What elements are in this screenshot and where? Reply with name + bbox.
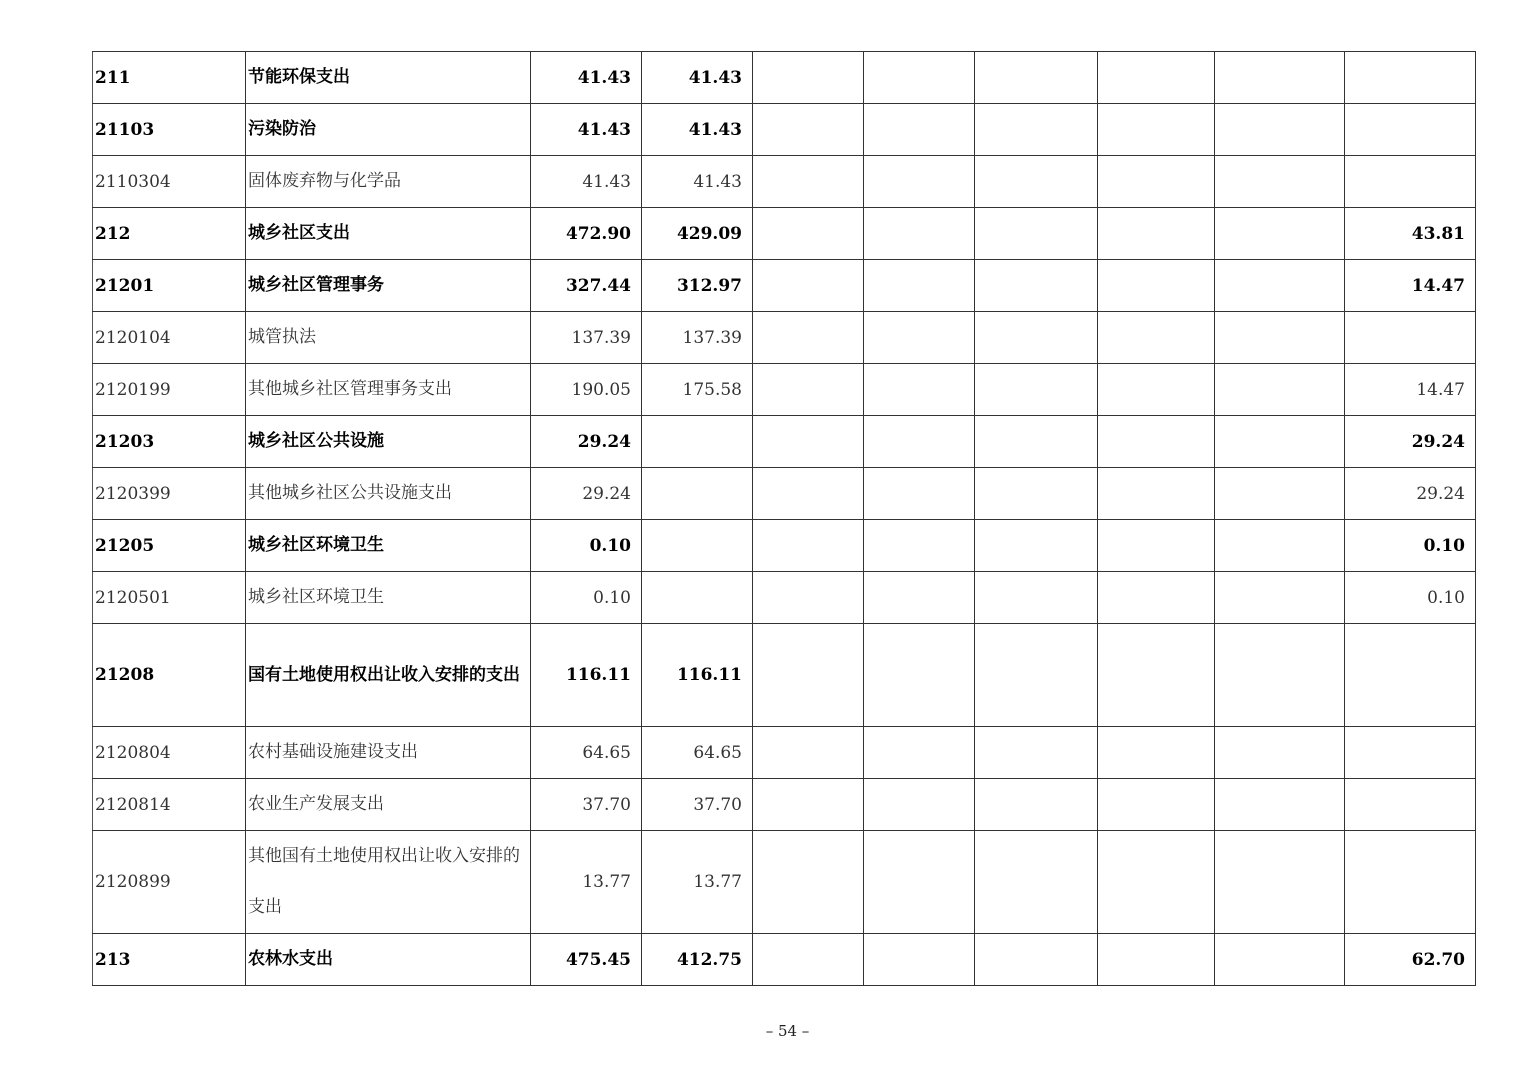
amount-cell-c4 — [864, 779, 975, 831]
amount-cell-c2: 175.58 — [642, 364, 753, 416]
subject-code-cell: 211 — [93, 52, 246, 104]
table-row — [93, 624, 1476, 727]
amount-cell-c8 — [1345, 312, 1476, 364]
subject-name-cell: 城乡社区环境卫生 — [246, 520, 531, 572]
amount-cell-c3 — [753, 468, 864, 520]
amount-cell-c4 — [864, 416, 975, 468]
table-row — [93, 104, 1476, 156]
amount-cell-c4 — [864, 831, 975, 934]
amount-cell-c2 — [642, 572, 753, 624]
table-row — [93, 312, 1476, 364]
amount-cell-c2: 312.97 — [642, 260, 753, 312]
amount-cell-c3 — [753, 520, 864, 572]
amount-cell-c3 — [753, 104, 864, 156]
amount-cell-c8 — [1345, 779, 1476, 831]
amount-cell-c6 — [1098, 468, 1215, 520]
amount-cell-c2: 41.43 — [642, 156, 753, 208]
amount-cell-c2: 13.77 — [642, 831, 753, 934]
subject-name-cell: 其他城乡社区管理事务支出 — [246, 364, 531, 416]
table-row — [93, 779, 1476, 831]
amount-cell-c4 — [864, 934, 975, 986]
amount-cell-c5 — [975, 312, 1098, 364]
amount-cell-c3 — [753, 364, 864, 416]
subject-code-cell: 2120199 — [93, 364, 246, 416]
amount-cell-c4 — [864, 156, 975, 208]
subject-code-cell: 2120399 — [93, 468, 246, 520]
amount-cell-c4 — [864, 260, 975, 312]
amount-cell-c5 — [975, 779, 1098, 831]
amount-cell-c7 — [1215, 312, 1345, 364]
amount-cell-c8: 43.81 — [1345, 208, 1476, 260]
amount-cell-c5 — [975, 208, 1098, 260]
amount-cell-c7 — [1215, 779, 1345, 831]
page-number: – 54 – — [765, 1022, 810, 1040]
amount-cell-c7 — [1215, 260, 1345, 312]
subject-code-cell: 2120104 — [93, 312, 246, 364]
amount-cell-c7 — [1215, 831, 1345, 934]
subject-code-cell: 2120899 — [93, 831, 246, 934]
amount-cell-c2: 412.75 — [642, 934, 753, 986]
table-row — [93, 831, 1476, 934]
amount-cell-c2: 64.65 — [642, 727, 753, 779]
amount-cell-c7 — [1215, 624, 1345, 727]
subject-name-cell: 城乡社区管理事务 — [246, 260, 531, 312]
amount-cell-c5 — [975, 364, 1098, 416]
subject-code-cell: 213 — [93, 934, 246, 986]
amount-cell-c2: 116.11 — [642, 624, 753, 727]
subject-code-cell: 2120804 — [93, 727, 246, 779]
amount-cell-c1: 472.90 — [531, 208, 642, 260]
amount-cell-c6 — [1098, 208, 1215, 260]
table-row — [93, 364, 1476, 416]
subject-name-cell: 其他城乡社区公共设施支出 — [246, 468, 531, 520]
amount-cell-c7 — [1215, 468, 1345, 520]
amount-cell-c7 — [1215, 520, 1345, 572]
amount-cell-c1: 41.43 — [531, 52, 642, 104]
amount-cell-c4 — [864, 468, 975, 520]
amount-cell-c7 — [1215, 208, 1345, 260]
table-row — [93, 52, 1476, 104]
amount-cell-c6 — [1098, 52, 1215, 104]
amount-cell-c3 — [753, 52, 864, 104]
amount-cell-c1: 116.11 — [531, 624, 642, 727]
amount-cell-c3 — [753, 727, 864, 779]
amount-cell-c4 — [864, 208, 975, 260]
amount-cell-c5 — [975, 416, 1098, 468]
amount-cell-c7 — [1215, 156, 1345, 208]
amount-cell-c5 — [975, 104, 1098, 156]
amount-cell-c2 — [642, 416, 753, 468]
amount-cell-c6 — [1098, 727, 1215, 779]
amount-cell-c4 — [864, 364, 975, 416]
amount-cell-c4 — [864, 52, 975, 104]
amount-cell-c6 — [1098, 104, 1215, 156]
amount-cell-c6 — [1098, 260, 1215, 312]
amount-cell-c8: 14.47 — [1345, 260, 1476, 312]
subject-code-cell: 21103 — [93, 104, 246, 156]
amount-cell-c7 — [1215, 364, 1345, 416]
amount-cell-c7 — [1215, 727, 1345, 779]
amount-cell-c8 — [1345, 52, 1476, 104]
table-row — [93, 520, 1476, 572]
subject-name-cell: 农村基础设施建设支出 — [246, 727, 531, 779]
amount-cell-c6 — [1098, 312, 1215, 364]
amount-cell-c8: 29.24 — [1345, 468, 1476, 520]
amount-cell-c8: 0.10 — [1345, 572, 1476, 624]
amount-cell-c1: 475.45 — [531, 934, 642, 986]
amount-cell-c5 — [975, 52, 1098, 104]
amount-cell-c8 — [1345, 624, 1476, 727]
amount-cell-c1: 327.44 — [531, 260, 642, 312]
subject-code-cell: 21201 — [93, 260, 246, 312]
table-body — [93, 52, 1476, 986]
amount-cell-c4 — [864, 104, 975, 156]
amount-cell-c4 — [864, 572, 975, 624]
subject-name-cell: 农业生产发展支出 — [246, 779, 531, 831]
amount-cell-c8 — [1345, 104, 1476, 156]
amount-cell-c2: 37.70 — [642, 779, 753, 831]
amount-cell-c3 — [753, 624, 864, 727]
amount-cell-c3 — [753, 934, 864, 986]
subject-code-cell: 21205 — [93, 520, 246, 572]
table-row — [93, 727, 1476, 779]
amount-cell-c6 — [1098, 779, 1215, 831]
amount-cell-c1: 37.70 — [531, 779, 642, 831]
table-row — [93, 572, 1476, 624]
subject-name-cell: 农林水支出 — [246, 934, 531, 986]
amount-cell-c6 — [1098, 934, 1215, 986]
amount-cell-c1: 13.77 — [531, 831, 642, 934]
amount-cell-c7 — [1215, 416, 1345, 468]
amount-cell-c5 — [975, 572, 1098, 624]
amount-cell-c1: 0.10 — [531, 572, 642, 624]
amount-cell-c3 — [753, 208, 864, 260]
amount-cell-c3 — [753, 260, 864, 312]
amount-cell-c3 — [753, 779, 864, 831]
subject-name-cell: 城乡社区环境卫生 — [246, 572, 531, 624]
amount-cell-c1: 41.43 — [531, 104, 642, 156]
budget-expenditure-table — [92, 51, 1476, 986]
amount-cell-c3 — [753, 156, 864, 208]
amount-cell-c7 — [1215, 52, 1345, 104]
amount-cell-c5 — [975, 260, 1098, 312]
amount-cell-c2: 429.09 — [642, 208, 753, 260]
subject-name-cell: 城乡社区公共设施 — [246, 416, 531, 468]
amount-cell-c5 — [975, 468, 1098, 520]
amount-cell-c5 — [975, 156, 1098, 208]
amount-cell-c4 — [864, 624, 975, 727]
amount-cell-c6 — [1098, 624, 1215, 727]
amount-cell-c6 — [1098, 572, 1215, 624]
table-row — [93, 260, 1476, 312]
amount-cell-c1: 29.24 — [531, 416, 642, 468]
amount-cell-c6 — [1098, 416, 1215, 468]
amount-cell-c5 — [975, 831, 1098, 934]
subject-name-cell: 国有土地使用权出让收入安排的支出 — [246, 624, 531, 727]
subject-code-cell: 21203 — [93, 416, 246, 468]
amount-cell-c3 — [753, 831, 864, 934]
table-row — [93, 208, 1476, 260]
amount-cell-c4 — [864, 727, 975, 779]
amount-cell-c5 — [975, 624, 1098, 727]
amount-cell-c2: 41.43 — [642, 52, 753, 104]
amount-cell-c8: 62.70 — [1345, 934, 1476, 986]
amount-cell-c4 — [864, 520, 975, 572]
amount-cell-c8 — [1345, 831, 1476, 934]
amount-cell-c6 — [1098, 520, 1215, 572]
table-row — [93, 934, 1476, 986]
amount-cell-c1: 64.65 — [531, 727, 642, 779]
amount-cell-c4 — [864, 312, 975, 364]
subject-code-cell: 2110304 — [93, 156, 246, 208]
amount-cell-c1: 190.05 — [531, 364, 642, 416]
amount-cell-c5 — [975, 727, 1098, 779]
subject-name-cell: 节能环保支出 — [246, 52, 531, 104]
subject-code-cell: 2120814 — [93, 779, 246, 831]
amount-cell-c7 — [1215, 572, 1345, 624]
amount-cell-c8 — [1345, 727, 1476, 779]
amount-cell-c2: 137.39 — [642, 312, 753, 364]
amount-cell-c5 — [975, 934, 1098, 986]
amount-cell-c2 — [642, 468, 753, 520]
amount-cell-c1: 0.10 — [531, 520, 642, 572]
subject-name-cell: 污染防治 — [246, 104, 531, 156]
amount-cell-c3 — [753, 572, 864, 624]
table-row — [93, 468, 1476, 520]
amount-cell-c6 — [1098, 156, 1215, 208]
amount-cell-c2 — [642, 520, 753, 572]
amount-cell-c1: 137.39 — [531, 312, 642, 364]
subject-code-cell: 212 — [93, 208, 246, 260]
subject-name-cell: 固体废弃物与化学品 — [246, 156, 531, 208]
subject-code-cell: 2120501 — [93, 572, 246, 624]
amount-cell-c1: 41.43 — [531, 156, 642, 208]
amount-cell-c7 — [1215, 934, 1345, 986]
amount-cell-c8: 14.47 — [1345, 364, 1476, 416]
table-row — [93, 416, 1476, 468]
amount-cell-c8: 0.10 — [1345, 520, 1476, 572]
amount-cell-c7 — [1215, 104, 1345, 156]
amount-cell-c5 — [975, 520, 1098, 572]
amount-cell-c3 — [753, 416, 864, 468]
amount-cell-c6 — [1098, 364, 1215, 416]
amount-cell-c3 — [753, 312, 864, 364]
subject-name-cell: 其他国有土地使用权出让收入安排的支出 — [246, 831, 531, 934]
subject-name-cell: 城管执法 — [246, 312, 531, 364]
amount-cell-c2: 41.43 — [642, 104, 753, 156]
amount-cell-c1: 29.24 — [531, 468, 642, 520]
subject-code-cell: 21208 — [93, 624, 246, 727]
subject-name-cell: 城乡社区支出 — [246, 208, 531, 260]
amount-cell-c6 — [1098, 831, 1215, 934]
table-row — [93, 156, 1476, 208]
amount-cell-c8 — [1345, 156, 1476, 208]
amount-cell-c8: 29.24 — [1345, 416, 1476, 468]
